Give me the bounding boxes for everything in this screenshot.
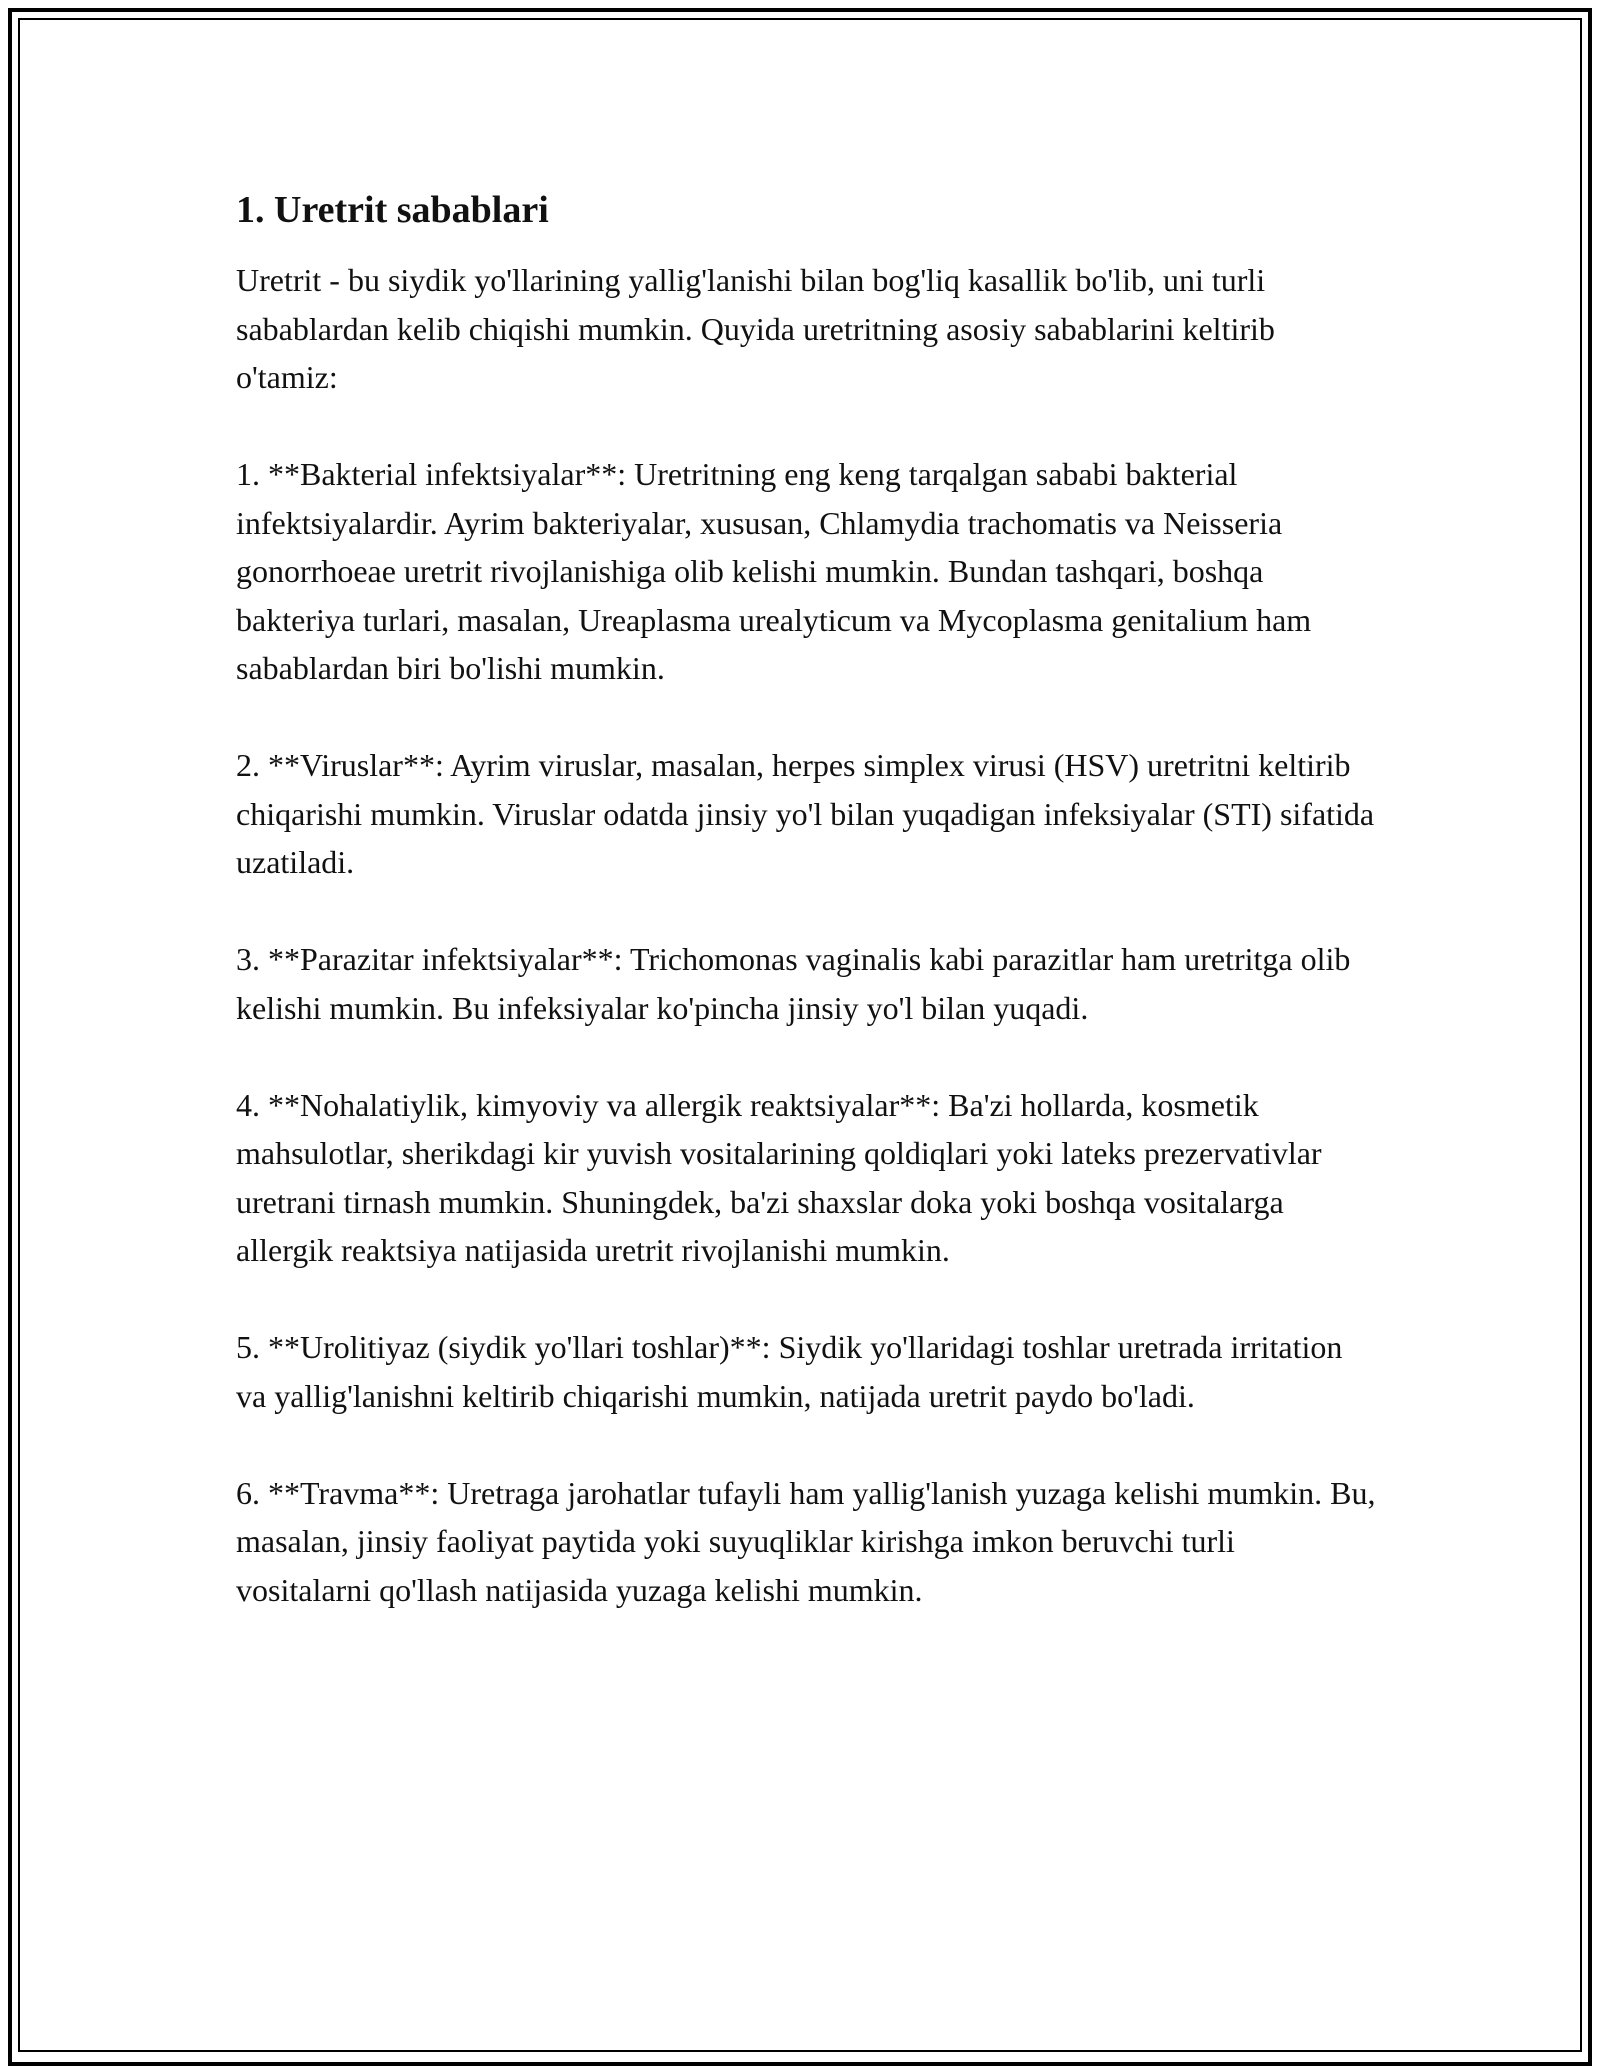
section-heading: 1. Uretrit sabablari: [236, 189, 549, 231]
paragraph-parasitic-infections: 3. **Parazitar infektsiyalar**: Trichomonas vaginalis kabi parazitlar ham uretritga olib kelishi mumkin. Bu infeksiyalar ko'pincha jinsiy yo'l bilan yuqadi.: [236, 941, 1351, 1026]
paragraph-viruses: 2. **Viruslar**: Ayrim viruslar, masalan, herpes simplex virusi (HSV) uretritni keltirib chiqarishi mumkin. Viruslar odatda jinsiy yo'l bilan yuqadigan infeksiyalar (STI) sifatida uzatiladi.: [236, 747, 1375, 880]
paragraph-chemical-allergic-reactions: 4. **Nohalatiylik, kimyoviy va allergik reaktsiyalar**: Ba'zi hollarda, kosmetik mahsulotlar, sherikdagi kir yuvish vositalarining qoldiqlari yoki lateks prezervativlar uretrani tirnash mumkin. Shuningdek, ba'zi shaxslar doka yoki boshqa vositalarga allergik reaktsiya natijasida uretrit rivojlanishi mumkin.: [236, 1086, 1322, 1268]
intro-paragraph: Uretrit - bu siydik yo'llarining yallig'lanishi bilan bog'liq kasallik bo'lib, uni turli sabablardan kelib chiqishi mumkin. Quyida uretritning asosiy sabablarini keltirib o'tamiz:: [236, 262, 1275, 395]
paragraph-urolithiasis: 5. **Urolitiyaz (siydik yo'llari toshlar)**: Siydik yo'llaridagi toshlar uretrada irritation va yallig'lanishni keltirib chiqarishi mumkin, natijada uretrit paydo bo'ladi.: [236, 1329, 1343, 1414]
paragraph-trauma: 6. **Travma**: Uretraga jarohatlar tufayli ham yallig'lanish yuzaga kelishi mumkin. Bu, masalan, jinsiy faoliyat paytida yoki suyuqliklar kirishga imkon beruvchi turli vositalarni qo'llash natijasida yuzaga kelishi mumkin.: [236, 1474, 1376, 1608]
document-body: [236, 186, 1376, 1663]
paragraph-bacterial-infections: 1. **Bakterial infektsiyalar**: Uretritning eng keng tarqalgan sababi bakterial infektsiyalardir. Ayrim bakteriyalar, xususan, Chlamydia trachomatis va Neisseria gonorrhoeae uretrit rivojlanishiga olib kelishi mumkin. Bundan tashqari, boshqa bakteriya turlari, masalan, Ureaplasma urealyticum va Mycoplasma genitalium ham sabablardan biri bo'lishi mumkin.: [236, 456, 1312, 686]
